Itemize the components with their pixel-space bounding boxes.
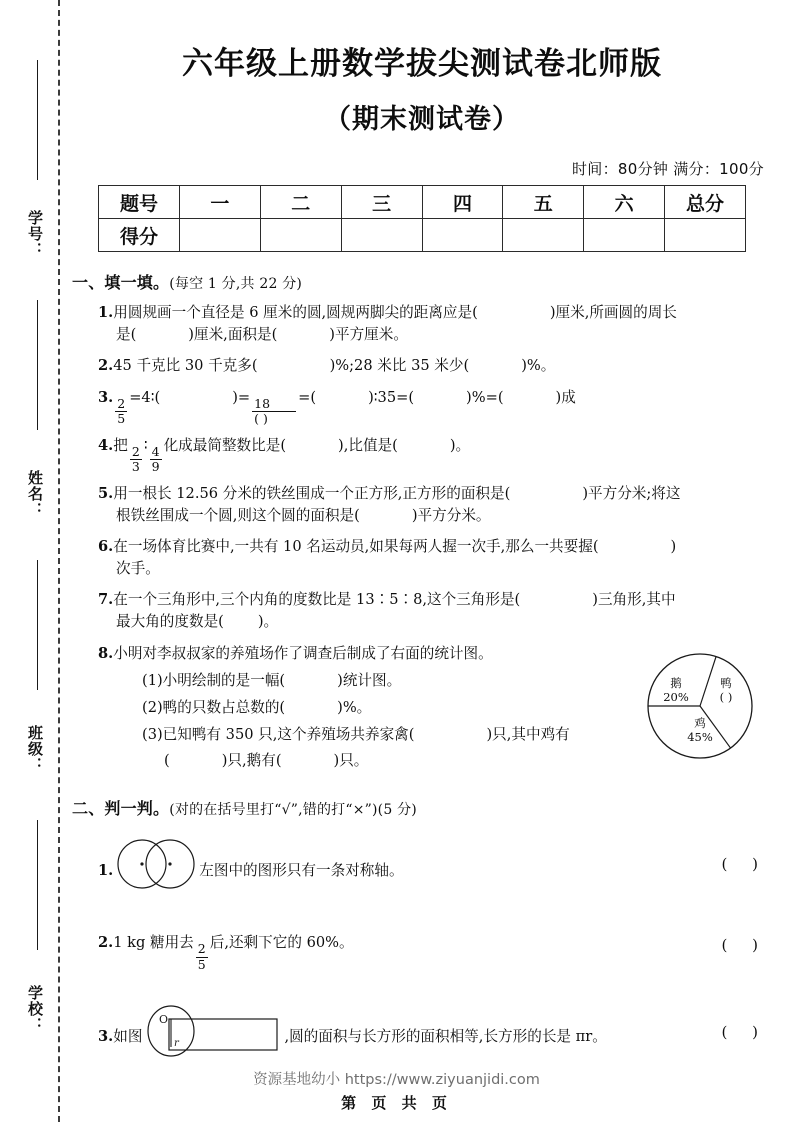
question-1 [98, 302, 772, 346]
tf-question-3-answer-box[interactable]: ( ) [721, 1023, 768, 1042]
question-2-number: 2. [98, 357, 114, 375]
fraction-numerator: 2 [197, 941, 206, 957]
question-2-text-c: )%。 [521, 357, 556, 375]
question-8-sub4a: ( [164, 752, 170, 770]
question-1-line2a: 是( [116, 326, 137, 344]
question-3-number: 3. [98, 388, 114, 406]
col-header-2: 二 [260, 186, 341, 219]
score-cell-3[interactable] [341, 219, 422, 252]
time-and-score-note: 时间：80分钟 满分：100分 [572, 160, 764, 178]
score-cell-total[interactable] [665, 219, 746, 252]
question-8-sub3b: )只,其中鸡有 [486, 725, 570, 743]
question-3-fraction-eighteen-over-blank [252, 395, 296, 427]
section-2-subtitle: (对的在括号里打“√”,错的打“×”)(5 分) [169, 802, 417, 819]
question-4-text-c: )。 [449, 436, 471, 454]
margin-label-name: 姓名： [26, 470, 44, 518]
pie-slice-name-goose: 鹅 [670, 676, 682, 690]
question-2 [98, 355, 772, 377]
footer-source-watermark: 资源基地幼小 https://www.ziyuanjidi.com [253, 1072, 540, 1088]
question-5-number: 5. [98, 484, 114, 502]
row-label-score: 得分 [99, 219, 180, 252]
page-subtitle: （期末测试卷） [324, 104, 520, 135]
question-4-ratio-sign: ∶ [143, 436, 148, 454]
question-8-sub1b: )统计图。 [337, 671, 402, 689]
question-4-fraction-two-thirds [130, 443, 142, 475]
section-1-subtitle: (每空 1 分,共 22 分) [169, 276, 303, 292]
question-4-fraction-four-ninths [150, 443, 162, 475]
circle-center-label-o: O [159, 1013, 169, 1027]
question-3-fraction-two-fifths [115, 395, 127, 427]
tf-question-2 [98, 932, 772, 971]
question-7 [98, 589, 772, 633]
row-label-question-no: 题号 [99, 186, 180, 219]
question-8-sub4c: )只。 [333, 752, 369, 770]
question-8-sub2b: )%。 [337, 698, 372, 716]
question-8-sub4b: )只,鹅有( [221, 752, 282, 770]
tf-question-1-number: 1. [98, 862, 114, 880]
margin-rule-1 [37, 60, 38, 180]
question-7-line2 [116, 611, 772, 633]
section-1-heading [72, 270, 772, 293]
question-8-sub1a: (1)小明绘制的是一幅( [142, 671, 286, 689]
question-7-line1b: )三角形,其中 [592, 591, 676, 609]
question-1-line2c: )平方厘米。 [329, 326, 408, 344]
question-6-line1a: 在一场体育比赛中,一共有 10 名运动员,如果每两人握一次手,那么一共要握( [113, 537, 599, 555]
score-cell-1[interactable] [180, 219, 261, 252]
question-3-text-mid: =( [298, 388, 317, 406]
tf-question-3-pre: 如图 [113, 1028, 143, 1046]
question-4-text-b: ),比值是( [338, 436, 398, 454]
question-1-line2b: )厘米,面积是( [188, 326, 278, 344]
col-header-6: 六 [584, 186, 665, 219]
question-3-text-b: )= [232, 388, 251, 406]
pie-slice-label-duck [704, 676, 748, 705]
question-1-line1a: 用圆规画一个直径是 6 厘米的圆,圆规两脚尖的距离应是( [113, 304, 478, 321]
exam-page [72, 0, 772, 1122]
col-header-5: 五 [503, 186, 584, 219]
tf-question-2-post: 后,还剩下它的 60%。 [209, 934, 354, 952]
two-overlapping-circles-figure [114, 837, 198, 898]
pie-slice-label-goose [654, 676, 698, 705]
pie-slice-value-chicken: 45% [687, 730, 713, 745]
section-2-heading [72, 796, 772, 819]
col-header-4: 四 [422, 186, 503, 219]
question-8-sub3a: (3)已知鸭有 350 只,这个养殖场共养家禽( [142, 725, 415, 743]
question-4-pre: 把 [113, 436, 128, 454]
fraction-denominator: 5 [197, 956, 206, 972]
question-7-line1a: 在一个三角形中,三个内角的度数比是 13∶5∶8,这个三角形是( [113, 591, 521, 609]
circle-and-rectangle-figure [143, 1005, 283, 1064]
page-title: 六年级上册数学拔尖测试卷北师版 [182, 46, 662, 82]
circle-rectangle-svg [143, 1005, 283, 1057]
question-3 [98, 387, 772, 426]
pie-slice-name-duck: 鸭 [720, 676, 732, 690]
col-header-3: 三 [341, 186, 422, 219]
margin-label-student-id: 学号： [26, 210, 44, 258]
poultry-pie-chart [646, 652, 754, 760]
score-cell-2[interactable] [260, 219, 341, 252]
fraction-denominator-blank[interactable]: ( ) [252, 411, 296, 426]
section-2-title: 二、判一判。 [72, 799, 170, 819]
tf-question-3-number: 3. [98, 1028, 114, 1046]
tf-question-1 [98, 837, 772, 898]
question-8-number: 8. [98, 644, 114, 662]
margin-dashed-line [58, 0, 60, 1122]
col-header-1: 一 [180, 186, 261, 219]
tf-question-3-post: ,圆的面积与长方形的面积相等,长方形的长是 πr。 [284, 1028, 607, 1046]
question-6-number: 6. [98, 537, 114, 555]
table-row-question-numbers [99, 186, 746, 219]
fraction-denominator: 3 [131, 459, 140, 475]
margin-label-class: 班级： [26, 725, 44, 773]
question-5-line1b: )平方分米;将这 [582, 484, 681, 502]
overlapping-circles-svg [114, 837, 198, 891]
question-2-text-a: 45 千克比 30 千克多( [113, 357, 258, 375]
col-header-total: 总分 [665, 186, 746, 219]
question-4-text-a: 化成最简整数比是( [163, 436, 287, 454]
question-5 [98, 483, 772, 527]
tf-question-2-fraction [196, 943, 208, 971]
question-6-line2: 次手。 [116, 560, 160, 578]
question-3-text-d: )%=( [466, 388, 504, 406]
margin-rule-2 [37, 300, 38, 430]
question-5-line2b: )平方分米。 [411, 506, 491, 524]
score-cell-5[interactable] [503, 219, 584, 252]
question-1-line2 [116, 324, 772, 346]
tf-question-2-answer-box[interactable]: ( ) [721, 936, 768, 955]
question-2-text-b: )%;28 米比 35 米少( [329, 357, 470, 375]
circle-radius-label-r: r [174, 1038, 180, 1050]
question-8-sub2a: (2)鸭的只数占总数的( [142, 698, 286, 716]
question-3-text-c: )∶35=( [368, 388, 415, 406]
pie-slice-name-chicken: 鸡 [694, 716, 706, 730]
fraction-numerator: 2 [131, 443, 140, 459]
fraction-numerator: 2 [117, 395, 126, 411]
question-5-line2a: 根铁丝围成一个圆,则这个圆的面积是( [116, 506, 360, 524]
question-8-stem: 小明对李叔叔家的养殖场作了调查后制成了右面的统计图。 [113, 644, 493, 662]
question-1-number: 1. [98, 304, 114, 321]
question-4 [98, 435, 772, 474]
tf-question-1-text: 左图中的图形只有一条对称轴。 [199, 862, 404, 880]
pie-slice-value-goose: 20% [663, 690, 689, 705]
margin-rule-3 [37, 560, 38, 690]
question-4-number: 4. [98, 436, 114, 454]
question-6 [98, 536, 772, 580]
question-7-line2b: )。 [257, 613, 279, 631]
question-7-number: 7. [98, 591, 114, 609]
question-7-line2a: 最大角的度数是( [116, 613, 224, 631]
question-5-line2 [116, 505, 772, 527]
tf-question-2-pre: 1 kg 糖用去 [113, 934, 194, 952]
footer-page-number: 第 页 共 页 [341, 1094, 452, 1112]
question-5-line1a: 用一根长 12.56 分米的铁丝围成一个正方形,正方形的面积是( [113, 484, 511, 502]
fraction-denominator: 5 [117, 411, 126, 427]
margin-label-school: 学校： [26, 985, 44, 1033]
margin-rule-4 [37, 820, 38, 950]
score-cell-6[interactable] [584, 219, 665, 252]
tf-question-3 [98, 1005, 772, 1064]
fraction-numerator: 18 [254, 395, 271, 411]
section-1-title: 一、填一填。 [72, 273, 170, 292]
pie-slice-value-duck[interactable]: ( ) [719, 690, 733, 705]
tf-question-2-number: 2. [98, 934, 114, 952]
fraction-denominator: 9 [151, 459, 160, 475]
question-1-line1b: )厘米,所画圆的周长 [549, 304, 677, 321]
question-3-text-a: =4∶( [129, 388, 161, 406]
score-cell-4[interactable] [422, 219, 503, 252]
score-table [98, 185, 746, 252]
pie-slice-label-chicken [678, 716, 722, 745]
question-6-line1b: ) [670, 537, 677, 555]
question-3-text-e: )成 [555, 388, 576, 406]
tf-question-1-answer-box[interactable]: ( ) [721, 855, 768, 874]
table-row-scores [99, 219, 746, 252]
fraction-numerator: 4 [151, 443, 160, 459]
